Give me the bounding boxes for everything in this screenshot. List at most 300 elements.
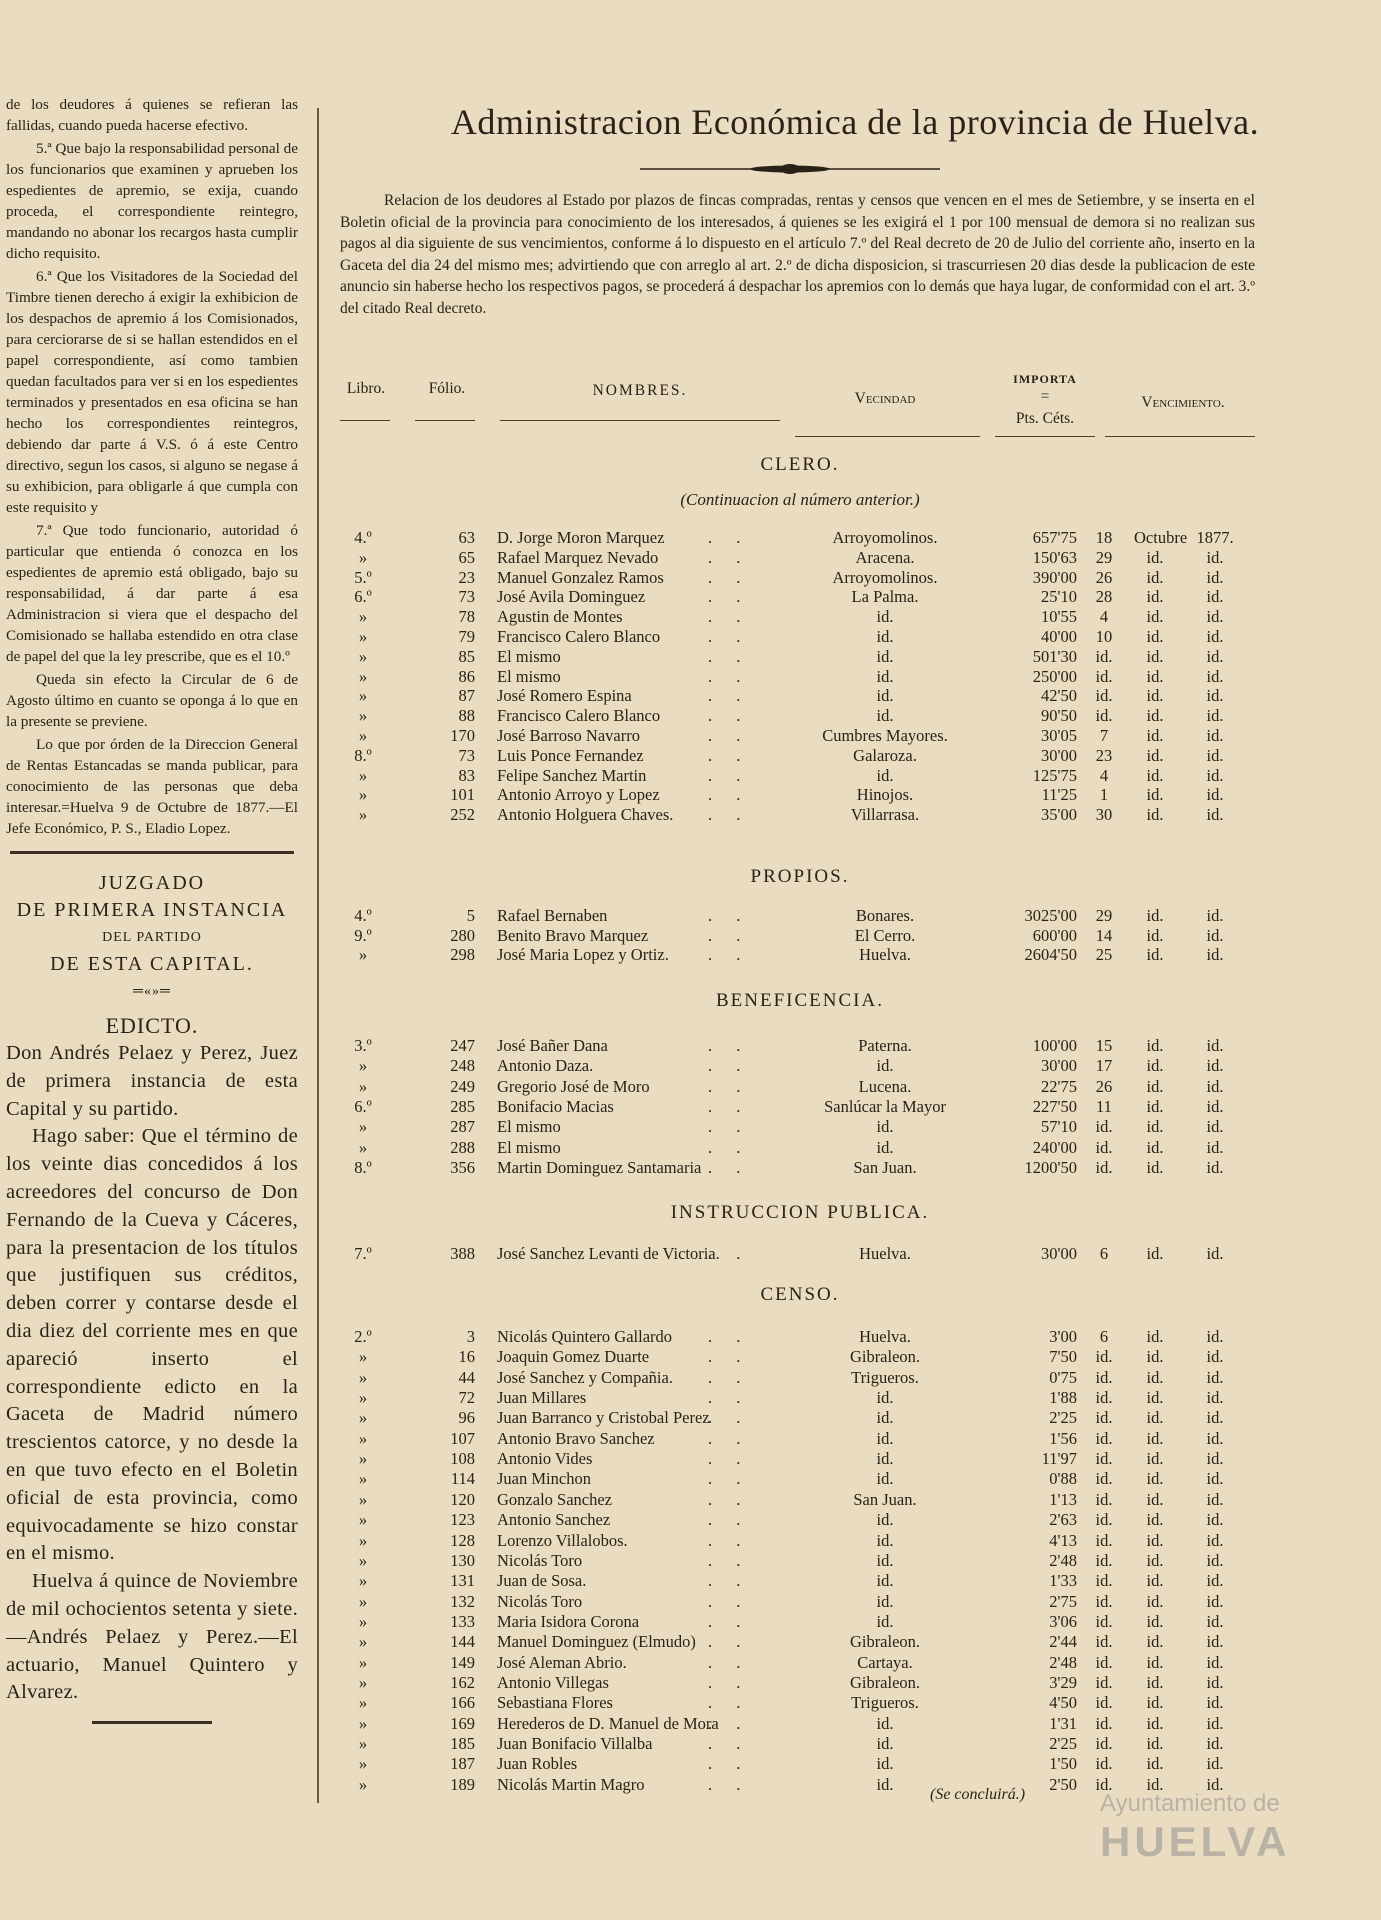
- name-cell: Antonio Villegas: [497, 1672, 609, 1692]
- year-cell: id.: [1206, 1408, 1224, 1428]
- day-cell: id.: [1095, 1367, 1113, 1387]
- vecindad-cell: id.: [876, 1056, 894, 1076]
- folio-cell: 285: [450, 1096, 475, 1116]
- table-row: [0, 1693, 1381, 1715]
- leader-dots: . .: [708, 726, 751, 745]
- table-row: [0, 1734, 1381, 1756]
- folio-cell: 65: [458, 547, 475, 567]
- folio-cell: 101: [450, 785, 475, 805]
- vecindad-cell: id.: [876, 627, 894, 646]
- table-row: [0, 1754, 1381, 1776]
- table-row: [0, 1510, 1381, 1532]
- table-row: [0, 1138, 1381, 1160]
- section-title-censo: CENSO.: [760, 1284, 840, 1305]
- folio-cell: 149: [450, 1652, 475, 1672]
- vecindad-cell: id.: [876, 1117, 894, 1137]
- libro-cell: »: [358, 765, 368, 785]
- libro-cell: »: [358, 646, 368, 666]
- table-row: [0, 1368, 1381, 1390]
- month-cell: id.: [1146, 1571, 1164, 1591]
- leader-dots: . .: [708, 1571, 751, 1591]
- day-cell: id.: [1095, 1530, 1113, 1550]
- month-cell: id.: [1146, 1076, 1164, 1096]
- leader-dots: . .: [708, 1754, 751, 1774]
- table-row: [0, 1551, 1381, 1573]
- folio-cell: 23: [458, 567, 475, 587]
- year-cell: id.: [1206, 1774, 1224, 1794]
- juzgado-line: DE ESTA CAPITAL.: [50, 953, 254, 975]
- month-cell: id.: [1146, 805, 1164, 825]
- libro-cell: »: [358, 1611, 368, 1631]
- vecindad-cell: id.: [876, 1449, 894, 1469]
- day-cell: 30: [1095, 805, 1113, 825]
- importe-cell: 30'00: [1041, 1056, 1077, 1076]
- edicto-title: EDICTO.: [105, 1013, 199, 1038]
- month-cell: Octubre: [1134, 528, 1188, 547]
- importe-cell: 2'75: [1049, 1591, 1077, 1611]
- year-cell: id.: [1206, 1117, 1224, 1137]
- year-cell: id.: [1206, 1713, 1224, 1733]
- libro-cell: »: [358, 1449, 368, 1469]
- leader-dots: . .: [708, 1713, 751, 1733]
- year-cell: id.: [1206, 925, 1224, 945]
- year-cell: id.: [1206, 726, 1224, 745]
- folio-cell: 78: [458, 607, 475, 627]
- leader-dots: . .: [708, 607, 751, 627]
- leader-dots: . .: [708, 1449, 751, 1469]
- month-cell: id.: [1146, 1036, 1164, 1055]
- year-cell: id.: [1206, 1244, 1224, 1263]
- day-cell: id.: [1095, 1774, 1113, 1794]
- importe-cell: 600'00: [1032, 925, 1077, 945]
- day-cell: id.: [1095, 1550, 1113, 1570]
- vecindad-cell: Huelva.: [859, 1244, 911, 1263]
- header-rule: [995, 436, 1095, 437]
- day-cell: id.: [1095, 1469, 1113, 1489]
- table-row: [0, 1408, 1381, 1430]
- libro-cell: 5.º: [354, 567, 372, 587]
- vecindad-cell: Bonares.: [855, 906, 915, 925]
- leader-dots: . .: [708, 1672, 751, 1692]
- table-row: [0, 1673, 1381, 1695]
- name-cell: Rafael Bernaben: [497, 906, 608, 925]
- vecindad-cell: Aracena.: [855, 547, 915, 567]
- vecindad-cell: Gibraleon.: [849, 1347, 921, 1367]
- day-cell: id.: [1095, 1449, 1113, 1469]
- vecindad-cell: id.: [876, 1774, 894, 1794]
- vecindad-cell: id.: [876, 1469, 894, 1489]
- folio-cell: 63: [458, 528, 475, 547]
- libro-cell: »: [358, 1388, 368, 1408]
- name-cell: Benito Bravo Marquez: [497, 925, 649, 945]
- table-row: [0, 607, 1381, 629]
- libro-cell: »: [358, 1734, 368, 1753]
- table-row: [0, 1449, 1381, 1471]
- table-row: [0, 667, 1381, 689]
- table-row: [0, 1612, 1381, 1634]
- day-cell: 7: [1099, 726, 1109, 745]
- vecindad-cell: id.: [876, 706, 894, 726]
- year-cell: id.: [1206, 1469, 1224, 1489]
- leader-dots: . .: [708, 1469, 751, 1489]
- libro-cell: 9.º: [354, 925, 372, 945]
- day-cell: id.: [1095, 1489, 1113, 1509]
- name-cell: Nicolás Toro: [497, 1591, 583, 1611]
- table-row: [0, 1117, 1381, 1139]
- libro-cell: »: [358, 1408, 368, 1428]
- month-cell: id.: [1146, 627, 1164, 646]
- month-cell: id.: [1146, 1388, 1164, 1408]
- folio-cell: 144: [450, 1632, 475, 1652]
- folio-cell: 83: [458, 765, 475, 785]
- day-cell: 6: [1099, 1327, 1109, 1346]
- leader-dots: . .: [708, 1408, 751, 1428]
- day-cell: id.: [1095, 1117, 1113, 1137]
- vecindad-cell: Trigueros.: [851, 1693, 919, 1713]
- vecindad-cell: Galaroza.: [853, 745, 917, 765]
- day-cell: 1: [1099, 785, 1109, 805]
- importe-cell: 1'56: [1049, 1428, 1077, 1448]
- leader-dots: . .: [708, 1489, 751, 1509]
- libro-cell: »: [358, 1652, 368, 1672]
- month-cell: id.: [1146, 945, 1164, 964]
- name-cell: Antonio Daza.: [497, 1056, 594, 1076]
- name-cell: Juan Minchon: [497, 1469, 591, 1489]
- continuation-note: (Continuacion al número anterior.): [680, 490, 920, 509]
- leader-dots: . .: [708, 1117, 751, 1137]
- day-cell: 23: [1095, 745, 1113, 765]
- year-cell: id.: [1206, 1428, 1224, 1448]
- day-cell: 26: [1095, 567, 1113, 587]
- importe-cell: 501'30: [1032, 646, 1077, 666]
- leader-dots: . .: [708, 1510, 751, 1530]
- day-cell: 10: [1095, 627, 1113, 646]
- importe-cell: 10'55: [1041, 607, 1077, 627]
- name-cell: Juan Barranco y Cristobal Perez: [497, 1408, 710, 1428]
- folio-cell: 79: [458, 627, 475, 646]
- leader-dots: . .: [708, 686, 751, 706]
- month-cell: id.: [1146, 1408, 1164, 1428]
- table-row: [0, 1490, 1381, 1512]
- leader-dots: . .: [708, 567, 751, 587]
- importe-cell: 2'48: [1049, 1550, 1077, 1570]
- folio-cell: 298: [450, 945, 475, 964]
- libro-cell: »: [358, 1774, 368, 1794]
- folio-cell: 3: [466, 1327, 475, 1346]
- leader-dots: . .: [708, 1347, 751, 1367]
- name-cell: Herederos de D. Manuel de Mora: [497, 1713, 719, 1733]
- importe-cell: 4'13: [1049, 1530, 1077, 1550]
- vecindad-cell: id.: [876, 1713, 894, 1733]
- folio-cell: 72: [458, 1388, 475, 1408]
- importe-cell: 657'75: [1032, 528, 1077, 547]
- table-row: [0, 548, 1381, 570]
- folio-cell: 388: [450, 1244, 475, 1263]
- vecindad-cell: id.: [876, 1530, 894, 1550]
- day-cell: 4: [1099, 607, 1109, 627]
- folio-cell: 108: [450, 1449, 475, 1469]
- table-row: [0, 1429, 1381, 1451]
- importe-cell: 227'50: [1032, 1096, 1077, 1116]
- left-paragraph: 6.ª Que los Visitadores de la Sociedad del Timbre tienen derecho á exigir la exhibicion de los despachos de apremio á los Comisionados, para cerciorarse de si se hallan estendidos en el papel correspondiente, así como tambien quedan facultados para ver si en los espedientes terminados y presentados en esa oficina se han hecho los correspondientes reintegros, debiendo dar parte á V.S. ó á este Centro directivo, segun los casos, si alguno se negase á su exhibicion, para obligarle á que cumpla con este requisito y: [6, 268, 298, 516]
- folio-cell: 44: [458, 1367, 475, 1387]
- leader-dots: . .: [708, 1388, 751, 1408]
- month-cell: id.: [1146, 1347, 1164, 1367]
- name-cell: José Avila Dominguez: [497, 587, 646, 607]
- importe-cell: 0'88: [1049, 1469, 1077, 1489]
- leader-dots: . .: [708, 1244, 751, 1263]
- month-cell: id.: [1146, 607, 1164, 627]
- day-cell: id.: [1095, 1734, 1113, 1753]
- vecindad-cell: Huelva.: [859, 1327, 911, 1346]
- year-cell: id.: [1206, 1367, 1224, 1387]
- folio-cell: 128: [450, 1530, 475, 1550]
- table-row: [0, 587, 1381, 609]
- vecindad-cell: id.: [876, 1428, 894, 1448]
- vecindad-cell: El Cerro.: [854, 925, 916, 945]
- table-row: [0, 647, 1381, 669]
- name-cell: José Barroso Navarro: [497, 726, 640, 745]
- name-cell: Antonio Sanchez: [497, 1510, 611, 1530]
- vecindad-cell: Paterna.: [858, 1036, 912, 1055]
- year-cell: id.: [1206, 1510, 1224, 1530]
- day-cell: 25: [1095, 945, 1113, 964]
- year-cell: id.: [1206, 627, 1224, 646]
- edicto-paragraph: Don Andrés Pelaez y Perez, Juez de primera instancia de esta Capital y su partido.: [6, 1042, 298, 1120]
- month-cell: id.: [1146, 567, 1164, 587]
- month-cell: id.: [1146, 1754, 1164, 1774]
- year-cell: id.: [1206, 1347, 1224, 1367]
- name-cell: Francisco Calero Blanco: [497, 706, 661, 726]
- day-cell: 11: [1096, 1096, 1112, 1116]
- importe-cell: 35'00: [1041, 805, 1077, 825]
- month-cell: id.: [1146, 1652, 1164, 1672]
- name-cell: Lorenzo Villalobos.: [497, 1530, 628, 1550]
- year-cell: id.: [1206, 745, 1224, 765]
- juzgado-line: DEL PARTIDO: [102, 930, 202, 945]
- folio-cell: 166: [450, 1693, 475, 1713]
- libro-cell: »: [358, 1693, 368, 1713]
- leader-dots: . .: [708, 646, 751, 666]
- folio-cell: 287: [450, 1117, 475, 1137]
- folio-cell: 288: [450, 1137, 475, 1157]
- month-cell: id.: [1146, 1449, 1164, 1469]
- vecindad-cell: Gibraleon.: [849, 1672, 921, 1692]
- day-cell: id.: [1095, 1713, 1113, 1733]
- libro-cell: »: [358, 1137, 368, 1157]
- folio-cell: 73: [458, 745, 475, 765]
- day-cell: 14: [1095, 925, 1113, 945]
- month-cell: id.: [1146, 765, 1164, 785]
- vecindad-cell: id.: [876, 666, 894, 686]
- leader-dots: . .: [708, 1137, 751, 1157]
- folio-cell: 88: [458, 706, 475, 726]
- header-rule: [1105, 436, 1255, 437]
- libro-cell: »: [358, 726, 368, 745]
- table-row: [0, 746, 1381, 768]
- month-cell: id.: [1146, 726, 1164, 745]
- libro-cell: »: [358, 1469, 368, 1489]
- folio-cell: 5: [466, 906, 475, 925]
- table-row: [0, 766, 1381, 788]
- year-cell: id.: [1206, 1096, 1224, 1116]
- libro-cell: »: [358, 1367, 368, 1387]
- section-title-beneficencia: BENEFICENCIA.: [716, 990, 884, 1011]
- importe-cell: 4'50: [1049, 1693, 1077, 1713]
- importe-cell: 150'63: [1032, 547, 1077, 567]
- importe-cell: 2'25: [1049, 1734, 1077, 1753]
- importe-cell: 2'63: [1049, 1510, 1077, 1530]
- importe-cell: 3025'00: [1024, 906, 1077, 925]
- name-cell: Joaquin Gomez Duarte: [497, 1347, 650, 1367]
- leader-dots: . .: [708, 1367, 751, 1387]
- day-cell: 4: [1099, 765, 1109, 785]
- leader-dots: . .: [708, 1096, 751, 1116]
- intro-paragraph: Relacion de los deudores al Estado por plazos de fincas compradas, rentas y censos que vencen en el mes de Setiembre, y se inserta en el Boletin oficial de la provincia para conocimiento de los interesados, á quienes se les exigirá el 1 por 100 mensual de demora si no realizan sus pagos al dia siguiente de sus vencimientos, conforme á lo dispuesto en el artículo 7.º del Real decreto de 20 de Julio del corriente año, inserto en la Gaceta del dia 24 del mismo mes; advirtiendo que con arreglo al art. 2.º de dicha disposicion, si trascurriesen 20 dias desde la publicacion de este anuncio sin haberse hecho los respectivos pagos, se procederá á despachar los apremios con lo demás que haya lugar, de conformidad con el art. 3.º del citado Real decreto.: [340, 192, 1255, 317]
- importe-cell: 30'00: [1041, 745, 1077, 765]
- month-cell: id.: [1146, 1774, 1164, 1794]
- leader-dots: . .: [708, 706, 751, 726]
- day-cell: id.: [1095, 1408, 1113, 1428]
- vecindad-cell: id.: [876, 646, 894, 666]
- importe-cell: 3'00: [1049, 1327, 1077, 1346]
- libro-cell: 4.º: [354, 528, 372, 547]
- importe-cell: 1'31: [1049, 1713, 1077, 1733]
- libro-cell: »: [358, 1550, 368, 1570]
- leader-dots: . .: [708, 1632, 751, 1652]
- libro-cell: »: [358, 1510, 368, 1530]
- month-cell: id.: [1146, 666, 1164, 686]
- year-cell: id.: [1206, 1632, 1224, 1652]
- month-cell: id.: [1146, 925, 1164, 945]
- year-cell: id.: [1206, 1137, 1224, 1157]
- leader-dots: . .: [708, 1428, 751, 1448]
- folio-cell: 189: [450, 1774, 475, 1794]
- vecindad-cell: San Juan.: [853, 1489, 917, 1509]
- name-cell: Juan Bonifacio Villalba: [497, 1734, 653, 1753]
- libro-cell: 6.º: [354, 1096, 372, 1116]
- importe-cell: 2'48: [1049, 1652, 1077, 1672]
- libro-cell: »: [358, 666, 368, 686]
- section-title-clero: CLERO.: [760, 454, 840, 475]
- libro-cell: »: [358, 706, 368, 726]
- vecindad-cell: id.: [876, 1137, 894, 1157]
- name-cell: Felipe Sanchez Martin: [497, 765, 647, 785]
- edicto-paragraph: Huelva á quince de Noviembre de mil ochocientos setenta y siete.—Andrés Pelaez y Perez.—El actuario, Manuel Quintero y Alvarez.: [6, 1570, 298, 1704]
- month-cell: id.: [1146, 1550, 1164, 1570]
- name-cell: Agustin de Montes: [497, 607, 623, 627]
- juzgado-line: DE PRIMERA INSTANCIA: [16, 899, 288, 921]
- folio-cell: 187: [450, 1754, 475, 1774]
- year-cell: id.: [1206, 666, 1224, 686]
- day-cell: id.: [1095, 1137, 1113, 1157]
- libro-cell: »: [358, 607, 368, 627]
- header-rule: [415, 420, 475, 421]
- table-row: [0, 1158, 1381, 1180]
- vecindad-cell: id.: [876, 607, 894, 627]
- name-cell: El mismo: [497, 646, 561, 666]
- vecindad-cell: id.: [876, 1571, 894, 1591]
- folio-cell: 247: [450, 1036, 475, 1055]
- month-cell: id.: [1146, 1469, 1164, 1489]
- year-cell: id.: [1206, 587, 1224, 607]
- month-cell: id.: [1146, 587, 1164, 607]
- folio-cell: 280: [450, 925, 475, 945]
- month-cell: id.: [1146, 1117, 1164, 1137]
- leader-dots: . .: [708, 1157, 751, 1177]
- left-paragraph: de los deudores á quienes se refieran las fallidas, cuando pueda hacerse efectivo.: [6, 96, 298, 134]
- libro-cell: »: [358, 1076, 368, 1096]
- year-cell: id.: [1206, 1591, 1224, 1611]
- table-row: [0, 1469, 1381, 1491]
- leader-dots: . .: [708, 785, 751, 805]
- left-paragraph: Queda sin efecto la Circular de 6 de Agosto último en cuanto se oponga á lo que en la presente se previene.: [6, 671, 298, 730]
- name-cell: El mismo: [497, 1117, 561, 1137]
- name-cell: José Aleman Abrio.: [497, 1652, 627, 1672]
- importe-cell: 0'75: [1049, 1367, 1077, 1387]
- importe-cell: 100'00: [1032, 1036, 1077, 1055]
- libro-cell: »: [358, 1571, 368, 1591]
- table-row: [0, 805, 1381, 827]
- month-cell: id.: [1146, 1367, 1164, 1387]
- vecindad-cell: Cartaya.: [857, 1652, 913, 1672]
- day-cell: id.: [1095, 1652, 1113, 1672]
- libro-cell: »: [358, 1713, 368, 1733]
- name-cell: Bonifacio Macias: [497, 1096, 614, 1116]
- name-cell: Juan de Sosa.: [497, 1571, 587, 1591]
- year-cell: id.: [1206, 1388, 1224, 1408]
- intro-text: [340, 190, 1255, 319]
- year-cell: id.: [1206, 1734, 1224, 1753]
- name-cell: Gonzalo Sanchez: [497, 1489, 612, 1509]
- importe-cell: 1'88: [1049, 1388, 1077, 1408]
- table-row: [0, 528, 1381, 550]
- table-row: [0, 1571, 1381, 1593]
- month-cell: id.: [1146, 646, 1164, 666]
- vecindad-cell: Cumbres Mayores.: [822, 726, 948, 745]
- vecindad-cell: id.: [876, 1754, 894, 1774]
- name-cell: Juan Robles: [497, 1754, 578, 1774]
- name-cell: Antonio Vides: [497, 1449, 593, 1469]
- folio-cell: 120: [450, 1489, 475, 1509]
- libro-cell: »: [358, 785, 368, 805]
- year-cell: id.: [1206, 1449, 1224, 1469]
- year-cell: id.: [1206, 1652, 1224, 1672]
- table-row: [0, 1097, 1381, 1119]
- name-cell: José Sanchez y Compañia.: [497, 1367, 673, 1387]
- month-cell: id.: [1146, 1713, 1164, 1733]
- leader-dots: . .: [708, 627, 751, 646]
- name-cell: D. Jorge Moron Marquez: [497, 528, 665, 547]
- edicto-paragraph: Hago saber: Que el término de los veinte dias concedidos á los acreedores del concurso de Don Fernando de la Cueva y Cáceres, para la presentacion de los títulos que justifiquen sus créditos, deben correr y contarse desde el dia diez del corriente mes en que apareció inserto el correspondiente edicto en la Gaceta de Madrid número trescientos catorce, y no desde la en que tuvo efecto en el Boletin oficial de esta provincia, como equivocadamente se hizo constar en el mismo.: [6, 1125, 298, 1565]
- day-cell: id.: [1095, 666, 1113, 686]
- leader-dots: . .: [708, 587, 751, 607]
- libro-cell: »: [358, 805, 368, 825]
- month-cell: id.: [1146, 686, 1164, 706]
- name-cell: Rafael Marquez Nevado: [497, 547, 659, 567]
- folio-cell: 73: [458, 587, 475, 607]
- leader-dots: . .: [708, 1550, 751, 1570]
- name-cell: Antonio Bravo Sanchez: [497, 1428, 655, 1448]
- vecindad-cell: Hinojos.: [856, 785, 914, 805]
- vecindad-cell: Arroyomolinos.: [832, 528, 938, 547]
- name-cell: José Romero Espina: [497, 686, 632, 706]
- leader-dots: . .: [708, 1591, 751, 1611]
- vecindad-cell: Villarrasa.: [850, 805, 920, 825]
- importe-cell: 2'50: [1049, 1774, 1077, 1794]
- section-title-propios: PROPIOS.: [750, 866, 850, 887]
- year-cell: id.: [1206, 1672, 1224, 1692]
